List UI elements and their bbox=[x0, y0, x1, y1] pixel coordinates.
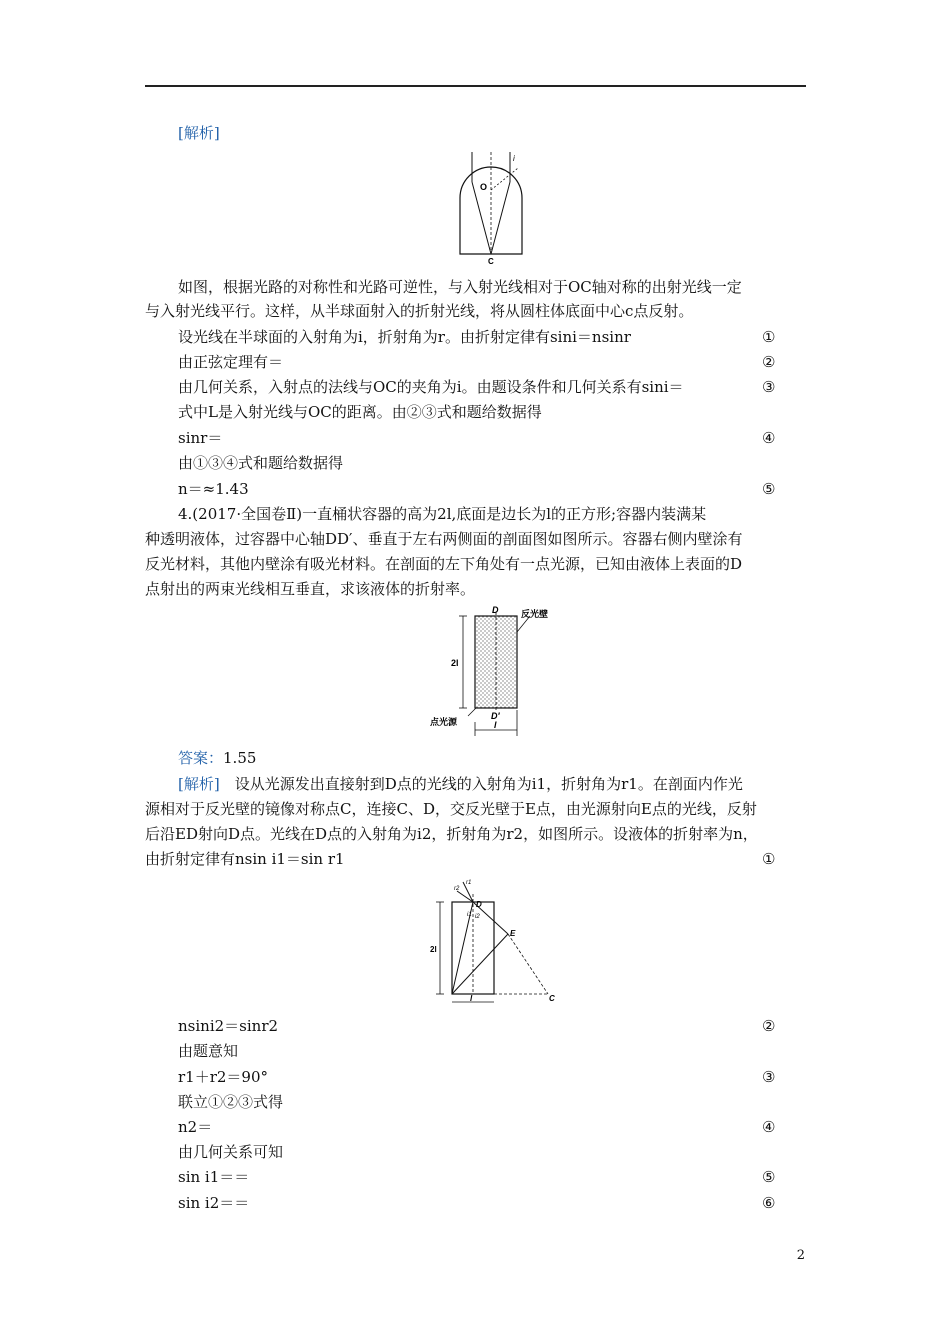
para1-line2: 与入射光线平行。这样，从半球面射入的折射光线，将从圆柱体底面中心c点反射。 bbox=[145, 302, 694, 320]
eq3-text: 由几何关系，入射点的法线与OC的夹角为i。由题设条件和几何关系有sini＝ bbox=[178, 378, 684, 396]
fig3-i1: i1 bbox=[467, 912, 472, 918]
eqb-note1: 由题意知 bbox=[178, 1042, 239, 1060]
container-figure bbox=[418, 604, 568, 739]
eq5-text: n＝≈1.43 bbox=[178, 480, 249, 498]
fig3-E: E bbox=[510, 929, 516, 938]
eqb5-text: sin i1＝＝ bbox=[178, 1168, 250, 1186]
eq4-text: sinr＝ bbox=[178, 429, 223, 447]
fig3-w: l bbox=[470, 994, 473, 1003]
page-number: 2 bbox=[796, 1248, 805, 1263]
eqb5-num: ⑤ bbox=[762, 1168, 776, 1186]
fig2-src: 点光源 bbox=[430, 717, 458, 727]
eqb3-num: ③ bbox=[762, 1068, 776, 1086]
para2-line2: 源相对于反光壁的镜像对称点C，连接C、D，交反光壁于E点，由光源射向E点的光线，反射 bbox=[145, 800, 757, 818]
para2-line4: 由折射定律有nsin i1＝sin r1 bbox=[145, 850, 345, 868]
fig3-C: C bbox=[549, 994, 555, 1003]
eqb1-num: ② bbox=[762, 1017, 776, 1035]
eq-note: 式中L是入射光线与OC的距离。由②③式和题给数据得 bbox=[178, 403, 542, 421]
eq2-text: 由正弦定理有＝ bbox=[178, 353, 284, 371]
q4-line3: 反光材料，其他内壁涂有吸光材料。在剖面的左下角处有一点光源，已知由液体上表面的D bbox=[145, 555, 743, 573]
hemisphere-outline bbox=[460, 167, 522, 254]
eqb6-num: ⑥ bbox=[762, 1194, 776, 1212]
answer: 答案：1.55 bbox=[178, 749, 257, 767]
eq2-num: ② bbox=[762, 353, 776, 371]
analysis-tag: [解析] bbox=[178, 124, 220, 142]
para2-line1: [解析] 设从光源发出直接射到D点的光线的入射角为i1，折射角为r1。在剖面内作光 bbox=[178, 775, 743, 793]
eqb4-num: ④ bbox=[762, 1118, 776, 1136]
q4-line4: 点射出的两束光线相互垂直，求该液体的折射率。 bbox=[145, 580, 476, 598]
eq5-num: ⑤ bbox=[762, 480, 776, 498]
eqb3-text: r1＋r2＝90° bbox=[178, 1068, 269, 1086]
fig2-h: 2l bbox=[451, 658, 459, 668]
hemisphere-figure bbox=[452, 150, 532, 265]
fig3-r2: r2 bbox=[454, 886, 460, 892]
eq4-num: ④ bbox=[762, 429, 776, 447]
q4-line1: 4.(2017·全国卷Ⅱ)一直桶状容器的高为2l,底面是边长为l的正方形;容器内装满某 bbox=[178, 505, 707, 523]
fig2-w: l bbox=[494, 720, 497, 730]
eqb4-text: n2＝ bbox=[178, 1118, 213, 1136]
fig1-i: i bbox=[513, 154, 515, 163]
fig3-r1: r1 bbox=[466, 880, 472, 886]
eq3-num: ③ bbox=[762, 378, 776, 396]
fig2-D: D bbox=[492, 605, 499, 615]
para1-line1: 如图，根据光路的对称性和光路可逆性，与入射光线相对于OC轴对称的出射光线一定 bbox=[178, 278, 742, 296]
para2-num: ① bbox=[762, 850, 776, 868]
fig1-C: C bbox=[488, 257, 494, 265]
fig2-wall: 反光壁 bbox=[521, 609, 549, 619]
q4-line2: 种透明液体，过容器中心轴DD′、垂直于左右两侧面的剖面图如图所示。容器右侧内壁涂有 bbox=[145, 530, 743, 548]
eq1-num: ① bbox=[762, 328, 776, 346]
eqb-note3: 由几何关系可知 bbox=[178, 1143, 284, 1161]
eq1-text: 设光线在半球面的入射角为i，折射角为r。由折射定律有sini＝nsinr bbox=[178, 328, 631, 346]
eqb6-text: sin i2＝＝ bbox=[178, 1194, 250, 1212]
fig3-i2: i2 bbox=[475, 914, 480, 920]
eq-note2: 由①③④式和题给数据得 bbox=[178, 454, 344, 472]
header-rule bbox=[145, 85, 806, 87]
fig3-h: 2l bbox=[430, 945, 437, 954]
eqb1-text: nsini2＝sinr2 bbox=[178, 1017, 279, 1035]
mirror-figure bbox=[430, 874, 565, 1004]
fig3-D: D bbox=[476, 900, 482, 909]
eqb-note2: 联立①②③式得 bbox=[178, 1093, 284, 1111]
para2-line3: 后沿ED射向D点。光线在D点的入射角为i2，折射角为r2，如图所示。设液体的折射率为n， bbox=[145, 825, 758, 843]
fig2-Dp: D′ bbox=[491, 711, 500, 721]
fig1-O: O bbox=[480, 182, 488, 192]
